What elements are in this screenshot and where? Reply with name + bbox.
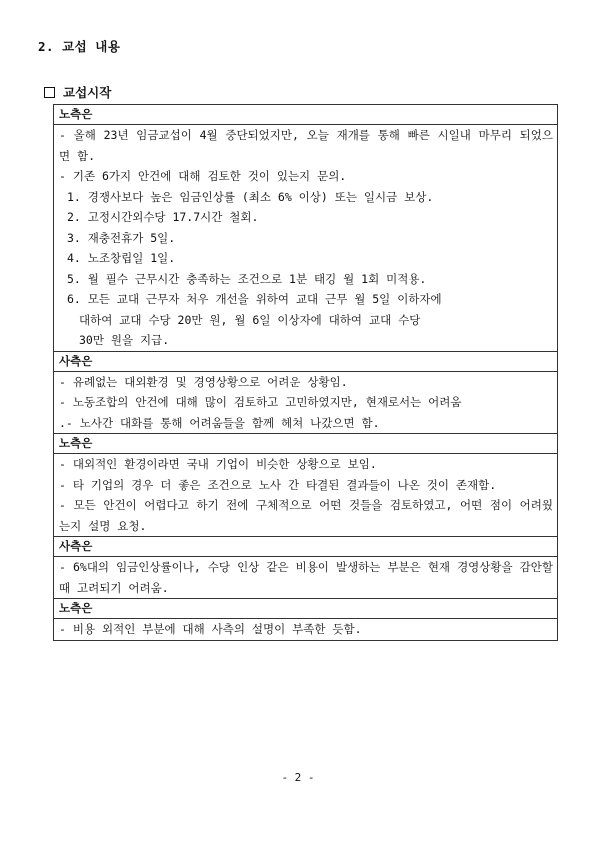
- speaker-label: 사측은: [54, 537, 558, 557]
- speaker-label: 사측은: [54, 351, 558, 371]
- agenda-item-continuation: 30만 원을 지급.: [79, 333, 170, 347]
- statement-line: - 기존 6가지 안건에 대해 검토한 것이 있는지 문의.: [59, 169, 347, 183]
- subheading: [44, 83, 111, 101]
- subheading-label: 교섭시작: [63, 85, 112, 100]
- speaker-row: [54, 599, 558, 619]
- agenda-item: 5. 월 필수 근무시간 충족하는 조건으로 1분 태깅 월 1회 미적용.: [67, 271, 427, 286]
- speaker-label: 노측은: [54, 434, 558, 454]
- content-row: [54, 125, 558, 352]
- content-cell: [54, 557, 558, 599]
- agenda-item: 4. 노조창립일 1일.: [67, 251, 176, 265]
- speaker-row: [54, 537, 558, 557]
- statement-line: - 유례없는 대외환경 및 경영상황으로 어려운 상황임.: [59, 374, 348, 389]
- statement-line: - 대외적인 환경이라면 국내 기업이 비슷한 상황으로 보임.: [59, 457, 377, 471]
- page-number: - 2 -: [281, 771, 315, 784]
- agenda-item: 6. 모든 교대 근무자 처우 개선을 위하여 교대 근무 월 5일 이하자에: [67, 292, 442, 306]
- statement-line: - 노동조합의 안건에 대해 많이 검토하고 고민하였지만, 현재로서는 어려움: [59, 395, 462, 409]
- statement-line: - 타 기업의 경우 더 좋은 조건으로 노사 간 타결된 결과들이 나온 것이 존재함.: [59, 477, 497, 492]
- content-cell: [54, 125, 558, 352]
- agenda-item-continuation: 대하여 교대 수당 20만 원, 월 6일 이상자에 대하여 교대 수당: [79, 312, 421, 327]
- content-row: [54, 454, 558, 537]
- agenda-item: 3. 재충전휴가 5일.: [67, 230, 176, 245]
- statement-line: .- 노사간 대화를 통해 어려움들을 함께 헤쳐 나갔으면 함.: [59, 415, 380, 430]
- agenda-item: 2. 고정시간외수당 17.7시간 철회.: [67, 210, 259, 224]
- content-cell: [54, 371, 558, 434]
- speaker-row: [54, 105, 558, 125]
- content-cell: [54, 454, 558, 537]
- statement-line: - 비용 외적인 부분에 대해 사측의 설명이 부족한 듯함.: [59, 622, 362, 636]
- speaker-label: 노측은: [54, 599, 558, 619]
- speaker-row: [54, 434, 558, 454]
- statement-line: - 모든 안건이 어렵다고 하기 전에 구체적으로 어떤 것들을 검토하였고, 어떤 점이 어려웠는지 설명 요청.: [59, 498, 553, 533]
- content-row: [54, 619, 558, 641]
- statement-line: - 올해 23년 임금교섭이 4월 중단되었지만, 오늘 재개를 통해 빠른 시일내 마무리 되었으면 함.: [59, 128, 553, 163]
- speaker-row: [54, 351, 558, 371]
- checkbox-icon: [44, 87, 55, 98]
- content-row: [54, 371, 558, 434]
- negotiation-minutes-table: [53, 104, 558, 641]
- content-cell: [54, 619, 558, 641]
- content-row: [54, 557, 558, 599]
- statement-line: - 6%대의 임금인상률이나, 수당 인상 같은 비용이 발생하는 부분은 현재 경영상황을 감안할 때 고려되기 어려움.: [59, 560, 553, 595]
- agenda-item: 1. 경쟁사보다 높은 임금인상률 (최소 6% 이상) 또는 일시금 보상.: [67, 189, 434, 204]
- section-heading: 2. 교섭 내용: [38, 39, 121, 54]
- speaker-label: 노측은: [54, 105, 558, 125]
